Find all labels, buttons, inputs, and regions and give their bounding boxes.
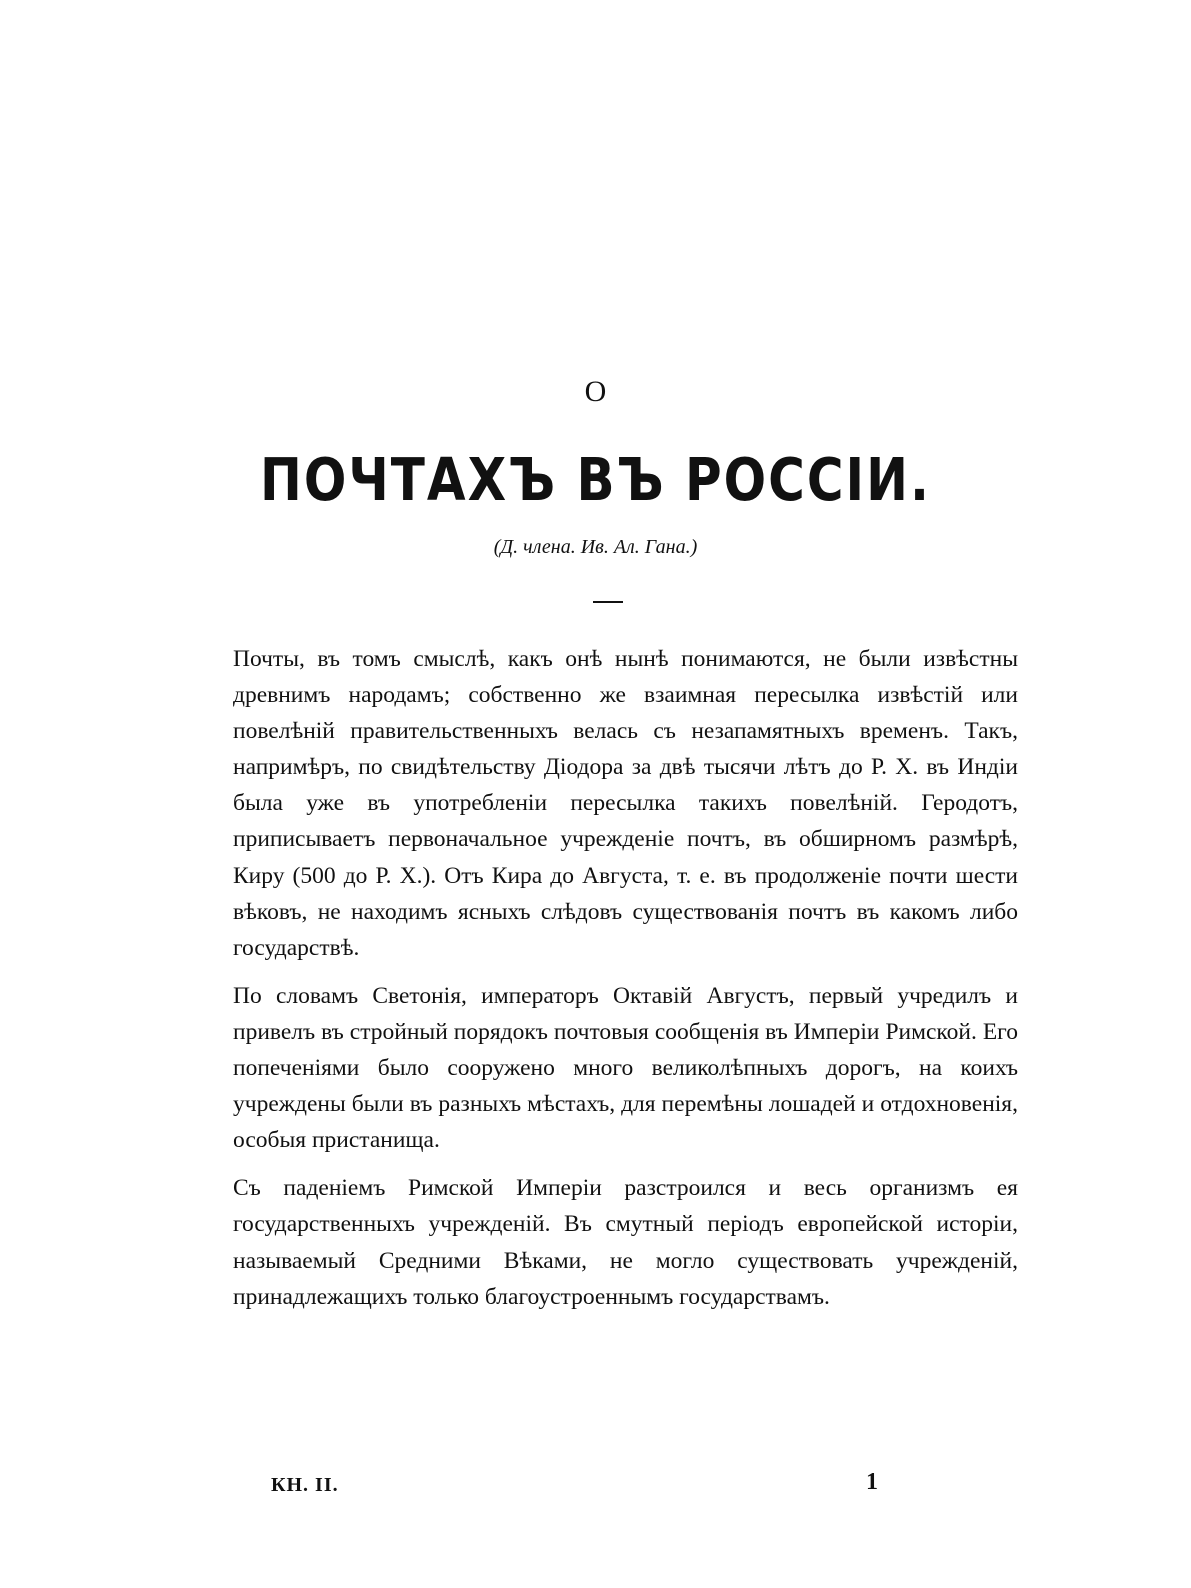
article-body: [233, 641, 1018, 1327]
pre-title: О: [584, 375, 607, 408]
paragraph: По словамъ Светонія, императоръ Октавій Августъ, первый учредилъ и привелъ въ стройный порядокъ почтовыя сообщенія въ Имперіи Римской. Его попеченіями было сооружено много великолѣпныхъ дорогъ, на коихъ учреждены были въ разныхъ мѣстахъ, для перемѣны лошадей и отдохновенія, особыя пристанища.: [233, 982, 1018, 1154]
paragraph: Почты, въ томъ смыслѣ, какъ онѣ нынѣ понимаются, не были извѣстны древнимъ народамъ; собственно же взаимная пересылка извѣстій или повелѣній правительственныхъ велась съ незапамятныхъ временъ. Такъ, напримѣръ, по свидѣтельству Діодора за двѣ тысячи лѣтъ до Р. Х. въ Индіи была уже въ употребленіи пересылка такихъ повелѣній. Геродотъ, приписываетъ первоначальное учрежденіе почтъ, въ обширномъ размѣрѣ, Киру (500 до Р. Х.). Отъ Кира до Августа, т. е. въ продолженіе почти шести вѣковъ, не находимъ ясныхъ слѣдовъ существованія почтъ въ какомъ либо государствѣ.: [233, 646, 1018, 961]
page-number: 1: [866, 1469, 878, 1495]
title-divider: [593, 601, 623, 603]
article-title: ПОЧТАХЪ ВЪ РОССІИ.: [260, 445, 931, 515]
author-line: (Д. члена. Ив. Ал. Гана.): [493, 536, 698, 558]
paragraph: Съ паденіемъ Римской Имперіи разстроился и весь организмъ ея государственныхъ учрежденій. Въ смутный періодъ европейской исторіи, называемый Средними Вѣками, не могло существовать учрежденій, принадлежащихъ только благоустроеннымъ государствамъ.: [233, 1175, 1018, 1310]
signature-mark: КН. II.: [271, 1474, 339, 1496]
